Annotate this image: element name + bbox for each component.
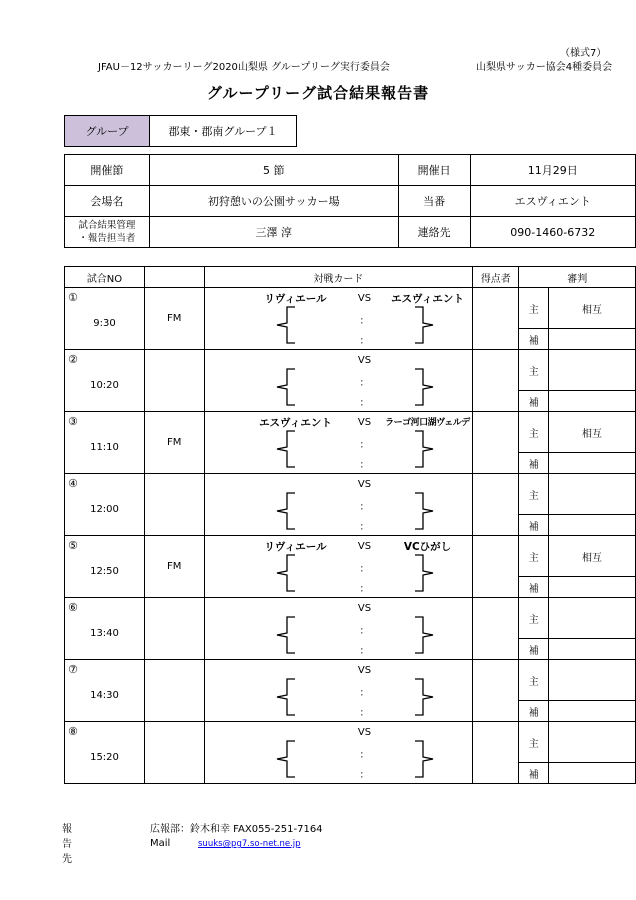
manager-label [65,217,150,248]
left-bracket-icon [275,306,297,344]
match-number: ② [68,353,78,366]
match-card [204,474,473,536]
info-table [64,154,636,248]
team2-name: エスヴィエント [391,293,464,305]
match-time: 9:30 [93,318,116,329]
contact-value: 090-1460-6732 [470,217,636,248]
right-bracket-icon [413,368,435,406]
match-number: ⑦ [68,663,78,676]
referee-main-value [548,474,635,515]
referee-assist-label: 補 [519,639,549,660]
team1-name: リヴィエール [264,293,327,305]
referee-main-value: 相互 [548,536,635,577]
venue-label: 会場名 [65,186,150,217]
score-colon-1: ： [359,502,370,513]
referee-assist-value [548,763,635,784]
contact-label: 連絡先 [398,217,470,248]
match-field [144,474,204,536]
date-label: 開催日 [398,155,470,186]
group-value: 郡東・郡南グループ１ [150,116,297,147]
referee-assist-value [548,453,635,474]
referee-main-label: 主 [519,722,549,763]
group-table [64,115,297,147]
match-field [144,350,204,412]
round-value: 5 節 [149,155,398,186]
match-number: ③ [68,415,78,428]
match-card [204,350,473,412]
match-time: 12:00 [90,504,119,515]
left-bracket-icon [275,368,297,406]
vs-label: VS [357,293,372,304]
match-row [65,722,636,763]
referee-assist-label: 補 [519,763,549,784]
right-bracket-icon [413,740,435,778]
right-bracket-icon [413,678,435,716]
referee-main-label: 主 [519,660,549,701]
scorer-cell [473,474,519,536]
match-number: ⑥ [68,601,78,614]
left-bracket-icon [275,678,297,716]
match-number: ⑧ [68,725,78,738]
duty-value: エスヴィエント [470,186,636,217]
score-colon-2: ： [359,646,370,657]
league-name: JFAU－12サッカーリーグ2020山梨県 グループリーグ実行委員会 [98,62,390,73]
match-number-cell [65,598,145,660]
match-time: 12:50 [90,566,119,577]
group-label: グループ [65,116,150,147]
match-row [65,288,636,329]
manager-value: 三澤 淳 [149,217,398,248]
manager-label-line1: 試合結果管理 [78,220,136,231]
venue-value: 初狩憩いの公園サッカー場 [149,186,398,217]
team1-name: エスヴィエント [259,417,332,429]
score-colon-1: ： [359,440,370,451]
score-colon-1: ： [359,688,370,699]
referee-assist-value [548,639,635,660]
referee-main-label: 主 [519,350,549,391]
score-colon-1: ： [359,378,370,389]
association-name: 山梨県サッカー協会4種委員会 [476,62,613,73]
referee-assist-value [548,577,635,598]
vs-label: VS [357,355,372,366]
right-bracket-icon [413,430,435,468]
match-number-cell [65,536,145,598]
match-card [204,722,473,784]
match-time: 15:20 [90,752,119,763]
vs-label: VS [357,727,372,738]
match-field [144,598,204,660]
round-label: 開催節 [65,155,150,186]
score-colon-2: ： [359,584,370,595]
match-number-cell [65,474,145,536]
match-row [65,536,636,577]
match-number-cell [65,350,145,412]
left-bracket-icon [275,430,297,468]
right-bracket-icon [413,306,435,344]
match-number-cell [65,722,145,784]
match-number: ⑤ [68,539,78,552]
header-field [144,267,204,288]
form-number: （様式7） [560,48,607,59]
match-number-cell [65,288,145,350]
match-row [65,350,636,391]
header-no: 試合NO [65,267,145,288]
match-card [204,288,473,350]
header-scorer: 得点者 [473,267,519,288]
referee-assist-label: 補 [519,701,549,722]
right-bracket-icon [413,554,435,592]
referee-main-label: 主 [519,536,549,577]
vs-label: VS [357,665,372,676]
page-title: グループリーグ試合結果報告書 [206,84,430,102]
referee-assist-value [548,515,635,536]
match-number-cell [65,660,145,722]
vs-label: VS [357,479,372,490]
score-colon-1: ： [359,316,370,327]
right-bracket-icon [413,492,435,530]
referee-main-value [548,598,635,639]
scorer-cell [473,722,519,784]
right-bracket-icon [413,616,435,654]
scorer-cell [473,660,519,722]
match-field: FM [144,412,204,474]
referee-main-label: 主 [519,288,549,329]
referee-main-label: 主 [519,474,549,515]
vs-label: VS [357,603,372,614]
match-number: ① [68,291,78,304]
left-bracket-icon [275,554,297,592]
header-card: 対戦カード [204,267,473,288]
score-colon-1: ： [359,626,370,637]
match-card [204,412,473,474]
manager-label-line2: ・報告担当者 [78,233,136,244]
referee-assist-label: 補 [519,515,549,536]
match-field: FM [144,536,204,598]
header-line [98,58,613,73]
referee-assist-label: 補 [519,329,549,350]
referee-main-label: 主 [519,598,549,639]
mail-label: Mail [150,838,171,849]
left-bracket-icon [275,740,297,778]
match-number: ④ [68,477,78,490]
score-colon-2: ： [359,522,370,533]
referee-main-label: 主 [519,412,549,453]
match-time: 14:30 [90,690,119,701]
left-bracket-icon [275,492,297,530]
header-referee: 審判 [519,267,636,288]
score-colon-2: ： [359,708,370,719]
match-card [204,660,473,722]
date-value: 11月29日 [470,155,636,186]
match-time: 10:20 [90,380,119,391]
score-colon-2: ： [359,336,370,347]
score-colon-1: ： [359,564,370,575]
match-number-cell [65,412,145,474]
vs-label: VS [357,417,372,428]
match-field [144,660,204,722]
referee-main-value [548,722,635,763]
scorer-cell [473,598,519,660]
referee-main-value: 相互 [548,288,635,329]
match-row [65,474,636,515]
referee-main-value: 相互 [548,412,635,453]
match-card [204,536,473,598]
referee-main-value [548,350,635,391]
match-row [65,660,636,701]
referee-assist-value [548,391,635,412]
team2-name: VCひがし [403,541,452,553]
match-row [65,412,636,453]
team1-name: リヴィエール [264,541,327,553]
scorer-cell [473,350,519,412]
referee-assist-label: 補 [519,577,549,598]
referee-main-value [548,660,635,701]
duty-label: 当番 [398,186,470,217]
vs-label: VS [357,541,372,552]
match-table [64,266,636,784]
referee-assist-label: 補 [519,391,549,412]
match-time: 13:40 [90,628,119,639]
match-field: FM [144,288,204,350]
team2-name: ラーゴ河口湖ヴェルデ [385,418,470,428]
report-value: 広報部：鈴木和幸 FAX055-251-7164 [150,824,323,835]
referee-assist-value [548,701,635,722]
match-row [65,598,636,639]
left-bracket-icon [275,616,297,654]
score-colon-2: ： [359,460,370,471]
match-field [144,722,204,784]
referee-assist-label: 補 [519,453,549,474]
mail-address[interactable]: suuks@pg7.so-net.ne.jp [198,839,301,849]
mail-link[interactable] [198,838,301,849]
score-colon-2: ： [359,770,370,781]
score-colon-2: ： [359,398,370,409]
report-label: 報告先 [62,824,72,865]
referee-assist-value [548,329,635,350]
score-colon-1: ： [359,750,370,761]
match-card [204,598,473,660]
match-time: 11:10 [90,442,119,453]
